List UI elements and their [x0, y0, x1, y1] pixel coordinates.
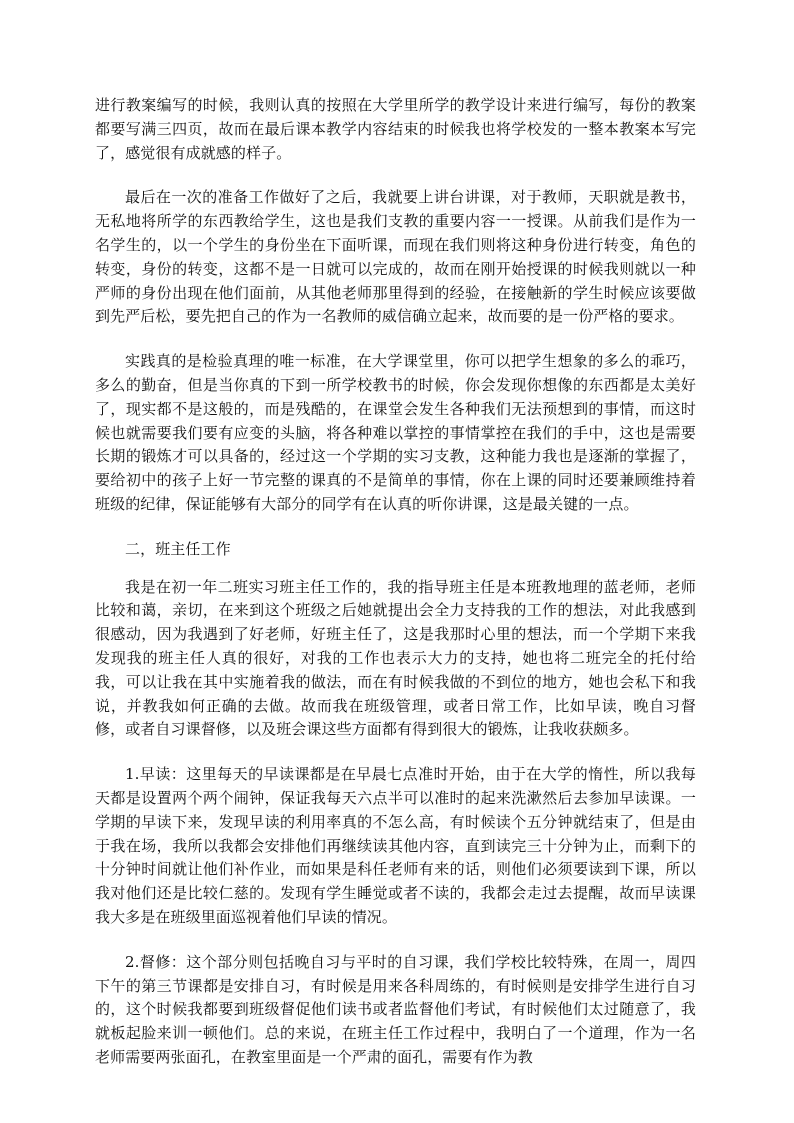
paragraph-supervision: 2.督修：这个部分则包括晚自习与平时的自习课，我们学校比较特殊，在周一，周四下午的第三节课都是安排自习，有时候是用来各科周练的，有时候则是安排学生进行自习的，这个时候我都要到班级督促他们读书或者监督他们考试，有时候他们太过随意了，我就板起脸来训一顿他们。总的来说，在班主任工作过程中，我明白了一个道理，作为一名老师需要两张面孔，在教室里面是一个严肃的面孔，需要有作为教 — [95, 952, 696, 1066]
document-body — [95, 94, 696, 1091]
paragraph-practice: 实践真的是检验真理的唯一标准，在大学课堂里，你可以把学生想象的多么的乖巧，多么的勤奋，但是当你真的下到一所学校教书的时候，你会发现你想像的东西都是太美好了，现实都不是这般的，而是残酷的，在课堂会发生各种我们无法预想到的事情，而这时候也就需要我们要有应变的头脑，将各种难以掌控的事情掌控在我们的手中，这也是需要长期的锻炼才可以具备的，经过这一个学期的实习支教，这种能力我也是逐渐的掌握了，要给初中的孩子上好一节完整的课真的不是简单的事情，你在上课的同时还要兼顾维持着班级的纪律，保证能够有大部分的同学有在认真的听你讲课，这是最关键的一点。 — [95, 352, 696, 513]
paragraph-lesson-plans: 进行教案编写的时候，我则认真的按照在大学里所学的教学设计来进行编写，每份的教案都要写满三四页，故而在最后课本教学内容结束的时候我也将学校发的一整本教案本写完了，感觉很有成就感的样子。 — [95, 96, 696, 162]
paragraph-teaching: 最后在一次的准备工作做好了之后，我就要上讲台讲课，对于教师，天职就是教书，无私地将所学的东西教给学生，这也是我们支教的重要内容一一授课。从前我们是作为一名学生的，以一个学生的身份坐在下面听课，而现在我们则将这种身份进行转变，角色的转变，身份的转变，这都不是一日就可以完成的，故而在刚开始授课的时候我则就以一种严师的身份出现在他们面前，从其他老师那里得到的经验，在接触新的学生时候应该要做到先严后松，要先把自己的作为一名教师的威信确立起来，故而要的是一份严格的要求。 — [95, 188, 696, 326]
paragraph-head-teacher-work: 我是在初一年二班实习班主任工作的，我的指导班主任是本班教地理的蓝老师，老师比较和蔼，亲切，在来到这个班级之后她就提出会全力支持我的工作的想法，对此我感到很感动，因为我遇到了好老师，好班主任了，这是我那时心里的想法，而一个学期下来我发现我的班主任人真的很好，对我的工作也表示大力的支持，她也将二班完全的托付给我，可以让我在其中实施着我的做法，而在有时候我做的不到位的地方，她也会私下和我说，并教我如何正确的去做。故而我在班级管理，或者日常工作，比如早读，晚自习督修，或者自习课督修，以及班会课这些方面都有得到很大的锻炼，让我收获颇多。 — [95, 577, 696, 739]
paragraph-morning-reading: 1.早读：这里每天的早读课都是在早晨七点准时开始，由于在大学的惰性，所以我每天都是设置两个两个闹钟，保证我每天六点半可以准时的起来洗漱然后去参加早读课。一学期的早读下来，发现早读的利用率真的不怎么高，有时候读个五分钟就结束了，但是由于我在场，我所以我都会安排他们再继续读其他内容，直到读完三十分钟为止，而剩下的十分钟时间就让他们补作业，而如果是科任老师有来的话，则他们必须要读到下课，所以我对他们还是比较仁慈的。发现有学生睡觉或者不读的，我都会走过去提醒，故而早读课我大多是在班级里面巡视着他们早读的情况。 — [95, 765, 696, 926]
section-heading-head-teacher: 二，班主任工作 — [125, 539, 231, 558]
